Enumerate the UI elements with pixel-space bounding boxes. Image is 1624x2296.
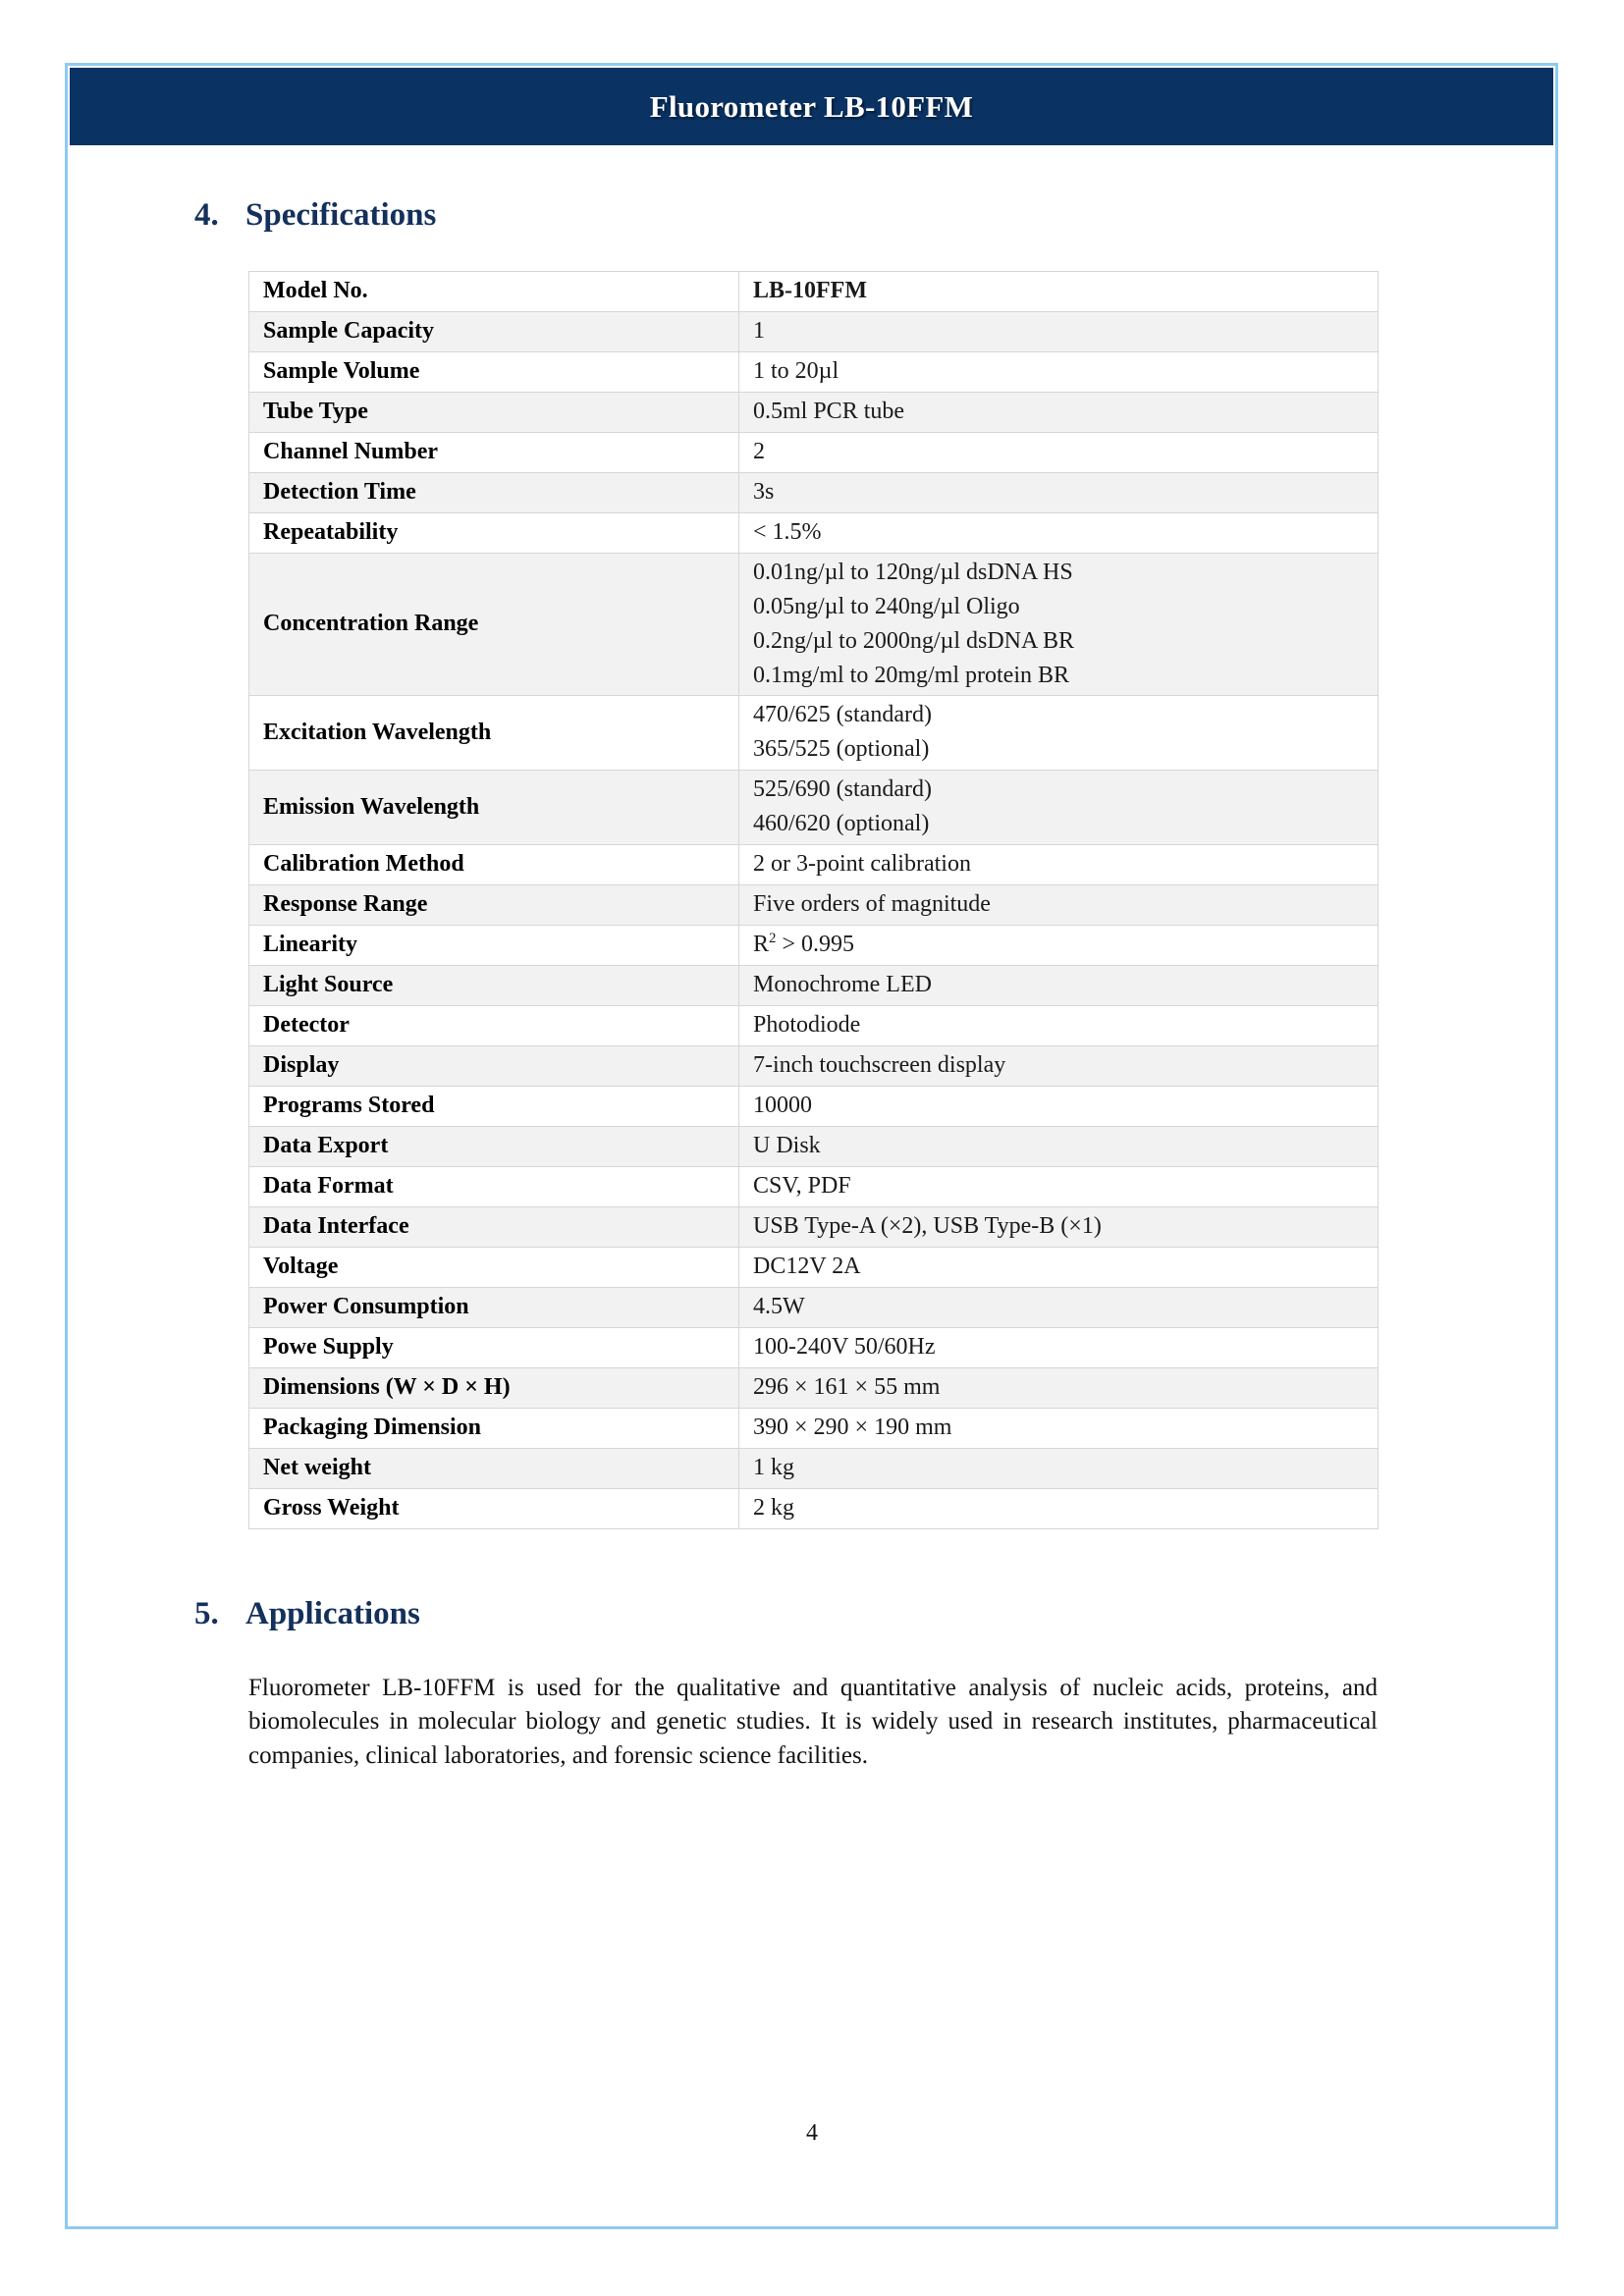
spec-value-line: 2 kg [753,1494,794,1521]
spec-label-cell: Dimensions (W × D × H) [249,1367,739,1408]
spec-value-line: 3s [753,478,775,505]
table-row [249,311,1379,351]
table-row [249,1327,1379,1367]
spec-value-cell [739,311,1379,351]
table-row [249,771,1379,845]
page-content [0,145,1624,1797]
spec-label-cell: Voltage [249,1247,739,1287]
spec-value-line: 0.01ng/µl to 120ng/µl dsDNA HS [753,559,1073,585]
section-number: 4. [194,197,219,233]
spec-value-cell [739,1046,1379,1087]
table-row [249,1367,1379,1408]
spec-value-line: 10000 [753,1093,812,1119]
section-heading-applications [0,1596,1624,1632]
spec-label-cell: Excitation Wavelength [249,696,739,771]
spec-value-line: 2 [753,438,765,464]
spec-value-line: 525/690 (standard) [753,776,932,803]
spec-value-cell [739,1126,1379,1166]
section-heading-specifications [0,197,1624,234]
spec-value-line: $R^2 > 0.995$ [753,931,854,958]
table-row [249,1166,1379,1206]
spec-label-cell: Light Source [249,966,739,1006]
spec-label-cell: Calibration Method [249,845,739,885]
spec-label-cell: Data Export [249,1126,739,1166]
applications-section [0,1596,1624,1774]
table-row [249,272,1379,312]
spec-value-line: 296 × 161 × 55 mm [753,1373,941,1400]
spec-label-cell: Detection Time [249,472,739,512]
table-row [249,966,1379,1006]
table-row [249,1488,1379,1528]
document-title: Fluorometer LB-10FFM [649,88,974,124]
spec-label-cell: Packaging Dimension [249,1408,739,1448]
applications-paragraph: Fluorometer LB-10FFM is used for the qualitative and quantitative analysis of nucleic acids, proteins, and biomolecules in molecular biology and genetic studies. It is widely used in research institutes, pharmaceutical companies, clinical laboratories, and forensic science facilities. [248,1674,1378,1769]
table-row [249,1126,1379,1166]
spec-label-cell: Programs Stored [249,1087,739,1127]
spec-label-cell: Tube Type [249,392,739,432]
spec-value-cell [739,885,1379,926]
spec-value-line: 0.2ng/µl to 2000ng/µl dsDNA BR [753,627,1075,654]
spec-value-cell [739,432,1379,472]
spec-value-line: 1 [753,317,765,344]
spec-value-line: 390 × 290 × 190 mm [753,1414,952,1440]
spec-value-line: Photodiode [753,1012,861,1039]
spec-value-line: 0.05ng/µl to 240ng/µl Oligo [753,593,1020,619]
table-row [249,553,1379,696]
spec-value-cell [739,966,1379,1006]
spec-value-line: Monochrome LED [753,972,932,998]
spec-value-line: 470/625 (standard) [753,702,932,728]
document-header-bar [70,68,1553,145]
spec-value-cell [739,272,1379,312]
specifications-table-body [249,272,1379,1529]
spec-label-cell: Sample Volume [249,351,739,392]
spec-value-line: CSV, PDF [753,1172,851,1199]
spec-value-line: 4.5W [753,1293,805,1319]
spec-value-line: 100-240V 50/60Hz [753,1333,936,1360]
spec-value-cell [739,1327,1379,1367]
table-row [249,1087,1379,1127]
spec-label-cell: Repeatability [249,512,739,553]
spec-value-cell [739,1006,1379,1046]
spec-label-cell: Power Consumption [249,1287,739,1327]
spec-value-cell [739,696,1379,771]
spec-label-cell: Concentration Range [249,553,739,696]
spec-value-cell [739,771,1379,845]
table-row [249,845,1379,885]
table-row [249,696,1379,771]
spec-label-cell: Display [249,1046,739,1087]
table-row [249,885,1379,926]
spec-label-cell: Channel Number [249,432,739,472]
spec-value-line: 2 or 3-point calibration [753,851,971,878]
table-row [249,1046,1379,1087]
table-row [249,512,1379,553]
table-row [249,1006,1379,1046]
page-number: 4 [806,2120,818,2146]
table-row [249,1206,1379,1247]
spec-label-cell: Powe Supply [249,1327,739,1367]
spec-value-cell [739,1367,1379,1408]
spec-value-cell [739,392,1379,432]
spec-label-cell: Linearity [249,926,739,966]
spec-value-cell [739,1166,1379,1206]
section-number: 5. [194,1595,219,1631]
specifications-table [248,271,1379,1529]
table-row [249,392,1379,432]
spec-value-line: LB-10FFM [753,278,867,303]
spec-value-cell [739,1087,1379,1127]
table-row [249,1247,1379,1287]
spec-value-line: 365/525 (optional) [753,736,930,763]
spec-label-cell: Sample Capacity [249,311,739,351]
spec-value-cell [739,351,1379,392]
section-title: Specifications [245,197,437,233]
spec-label-cell: Net weight [249,1448,739,1488]
spec-label-cell: Response Range [249,885,739,926]
table-row [249,1448,1379,1488]
table-row [249,1287,1379,1327]
spec-value-cell [739,1448,1379,1488]
section-title: Applications [245,1595,420,1631]
spec-value-cell [739,472,1379,512]
specifications-table-container [248,271,1378,1529]
spec-value-cell [739,1408,1379,1448]
spec-value-cell [739,553,1379,696]
spec-label-cell: Detector [249,1006,739,1046]
spec-value-cell [739,1206,1379,1247]
table-row [249,926,1379,966]
spec-value-line: USB Type-A (×2), USB Type-B (×1) [753,1212,1102,1239]
spec-label-cell: Gross Weight [249,1488,739,1528]
spec-value-cell [739,1488,1379,1528]
spec-label-cell: Data Interface [249,1206,739,1247]
table-row [249,432,1379,472]
spec-value-line: 0.5ml PCR tube [753,398,905,424]
spec-value-line: U Disk [753,1132,821,1158]
spec-value-line: DC12V 2A [753,1253,861,1279]
spec-value-cell [739,1247,1379,1287]
spec-value-cell [739,1287,1379,1327]
spec-value-line: 1 kg [753,1454,794,1480]
spec-value-cell [739,512,1379,553]
spec-value-line: 1 to 20µl [753,357,839,384]
spec-value-cell [739,926,1379,966]
spec-value-cell [739,845,1379,885]
spec-value-line: 7-inch touchscreen display [753,1052,1006,1079]
spec-label-cell: Model No. [249,272,739,312]
spec-value-line: < 1.5% [753,518,822,545]
spec-value-line: 460/620 (optional) [753,811,930,837]
spec-value-line: 0.1mg/ml to 20mg/ml protein BR [753,662,1070,688]
spec-value-line: Five orders of magnitude [753,891,991,918]
table-row [249,351,1379,392]
spec-label-cell: Data Format [249,1166,739,1206]
table-row [249,472,1379,512]
table-row [249,1408,1379,1448]
spec-label-cell: Emission Wavelength [249,771,739,845]
